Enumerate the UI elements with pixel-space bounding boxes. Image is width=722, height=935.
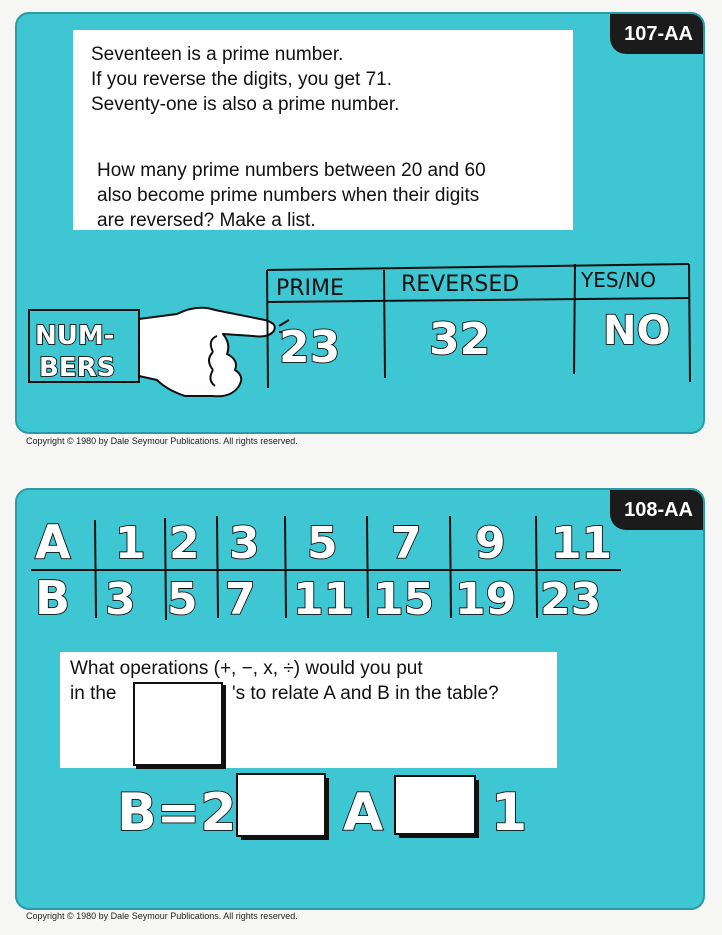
row-a-cell: 5 [307,518,338,569]
blank-box-icon [133,682,223,766]
formula-prefix: B=2 [117,783,237,843]
table-cell-yes-no: NO [603,308,671,354]
row-a-cell: 1 [115,518,146,569]
question-line: are reversed? Make a list. [97,210,316,231]
intro-line: Seventy-one is also a prime number. [91,94,400,115]
row-a-cell: 7 [391,518,422,569]
row-b-label: B [35,571,71,625]
pointing-hand-icon [139,308,293,397]
row-b-cell: 19 [455,574,517,625]
copyright-107: Copyright © 1980 by Dale Seymour Publications. All rights reserved. [26,436,298,446]
formula-end: 1 [491,783,528,843]
question-line: How many prime numbers between 20 and 60 [97,160,486,181]
table-cell-prime: 23 [279,322,341,373]
copyright-108: Copyright © 1980 by Dale Seymour Publications. All rights reserved. [26,911,298,921]
table-header-reversed: REVERSED [401,272,520,297]
row-b-cell: 11 [293,574,355,625]
table-cell-reversed: 32 [429,314,491,365]
intro-line: If you reverse the digits, you get 71. [91,69,393,90]
formula-var: A [343,783,384,843]
row-b-cell: 15 [373,574,435,625]
row-a-cell: 9 [475,518,506,569]
table-header-prime: PRIME [276,276,344,301]
question-line: also become prime numbers when their digits [97,185,480,206]
card1-illustration [17,14,703,432]
card-code-tab: 108-AA [610,490,703,530]
card-code-tab: 107-AA [610,14,703,54]
question-box [60,652,557,768]
badge-line-1: NUM- [35,321,115,351]
question-line-2a: in the [70,683,117,704]
row-a-cell: 3 [229,518,260,569]
row-b-cell: 5 [167,574,198,625]
row-b-cell: 23 [540,574,602,625]
intro-line: Seventeen is a prime number. [91,44,344,65]
row-b-cell: 7 [225,574,256,625]
row-a-cell: 11 [551,518,613,569]
row-a-label: A [35,515,71,569]
table-header-yes-no: YES/NO [581,268,656,292]
card-107 [15,12,705,434]
numbers-badge [29,310,139,383]
question-line-1: What operations (+, −, x, ÷) would you put [70,658,423,679]
badge-line-2: BERS [39,353,116,383]
row-a-cell: 2 [169,518,200,569]
row-b-cell: 3 [105,574,136,625]
card-108 [15,488,705,910]
question-line-2b: 's to relate A and B in the table? [232,683,499,704]
